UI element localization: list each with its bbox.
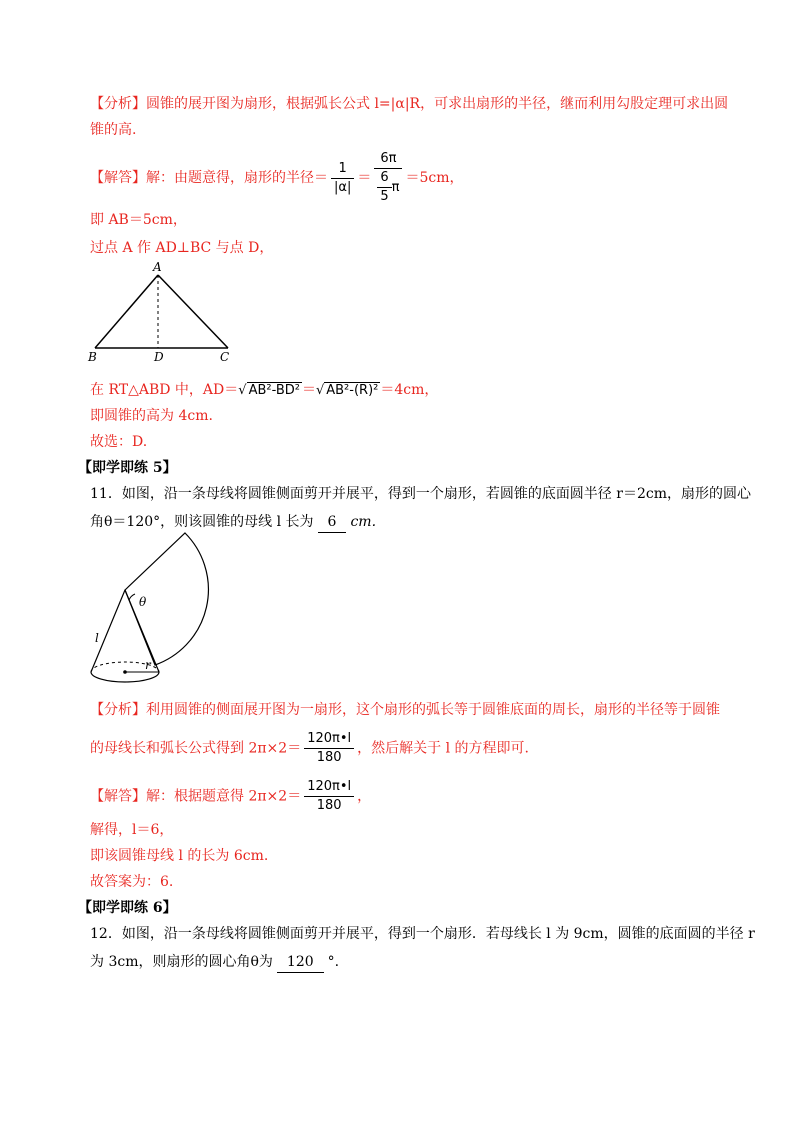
solution-11-line1: 【解答】解：根据题意得 2π×2＝ $\frac{120\pi•l}{180}$ ， [90, 779, 372, 813]
analysis-1-line1: 【分析】圆锥的展开图为扇形，根据弧长公式 l=|α|R，可求出扇形的半径，继而利用勾股定理可求出圆 [90, 96, 729, 112]
label-l: l [95, 631, 99, 645]
fraction-1-over-alpha: $\frac{1}{|\alpha|}$ [331, 160, 354, 197]
analysis-1-line2: 锥的高. [90, 122, 137, 138]
section-heading-5: 【即学即练 5】 [78, 460, 177, 476]
label-c: C [220, 350, 230, 364]
question-12-line2: 为 3cm，则扇形的圆心角θ为 120 °. [90, 952, 339, 973]
analysis-tag: 【分析】 [90, 96, 146, 112]
solution-1-line1: 【解答】解：由题意得，扇形的半径＝ $\frac{1}{|\alpha|}$ ＝ 6π $\frac{6}{5}$ π ＝5cm， [90, 151, 464, 204]
analysis-11-line1: 【分析】利用圆锥的侧面展开图为一扇形，这个扇形的弧长等于圆锥底面的周长，扇形的半径等于圆锥 [90, 702, 720, 718]
solution-1-line6: 故选：D. [90, 434, 148, 450]
label-r: r [145, 658, 151, 672]
label-a: A [153, 260, 162, 274]
fraction-120pi-l-over-180: $\frac{120\pi•l}{180}$ [304, 730, 354, 767]
answer-11: 6 [318, 512, 347, 533]
fraction-6pi-over-6-5-pi: 6π $\frac{6}{5}$ π [374, 150, 402, 206]
solution-tag: 【解答】 [90, 170, 146, 186]
answer-12: 120 [277, 952, 324, 973]
solution-11-line3: 即该圆锥母线 l 的长为 6cm. [90, 848, 269, 864]
solution-1-line3: 过点 A 作 AD⊥BC 与点 D， [90, 240, 274, 256]
sqrt-ab-r: √ AB²-(R)² [315, 383, 379, 398]
label-d: D [154, 350, 164, 364]
fraction-6-over-5: $\frac{6}{5}$ [377, 169, 391, 206]
triangle-diagram [80, 260, 250, 365]
sector-shape [125, 533, 208, 665]
label-b: B [88, 350, 97, 364]
question-12-line1: 12．如图，沿一条母线将圆锥侧面剪开并展平，得到一个扇形．若母线长 l 为 9cm，圆锥的底面圆的半径 r [90, 926, 755, 942]
section-heading-6: 【即学即练 6】 [78, 900, 177, 916]
solution-11-line2: 解得，l＝6， [90, 822, 174, 838]
question-11-line1: 11．如图，沿一条母线将圆锥侧面剪开并展平，得到一个扇形，若圆锥的底面圆半径 r＝2cm，扇形的圆心 [90, 486, 751, 502]
solution-1-line2: 即 AB＝5cm， [90, 212, 187, 228]
solution-1-line5: 即圆锥的高为 4cm. [90, 408, 213, 424]
solution-1-line4: 在 RT△ABD 中，AD＝√ AB²-BD² ＝√ AB²-(R)² ＝4cm， [90, 382, 439, 398]
sqrt-ab-bd: √ AB²-BD² [238, 383, 300, 398]
question-11-line2: 角θ＝120°，则该圆锥的母线 l 长为 6 cm. [90, 512, 376, 533]
side-ac [158, 275, 228, 348]
fraction-120pi-l-over-180-solution: $\frac{120\pi•l}{180}$ [304, 778, 354, 815]
solution-11-line4: 故答案为：6. [90, 874, 174, 890]
analysis-11-line2: 的母线长和弧长公式得到 2π×2＝ $\frac{120\pi•l}{180}$ ，然后解关于 l 的方程即可. [90, 731, 529, 765]
cone-sector-diagram [85, 530, 215, 690]
side-ab [95, 275, 158, 348]
label-theta: θ [139, 595, 147, 609]
angle-arc [129, 594, 135, 600]
